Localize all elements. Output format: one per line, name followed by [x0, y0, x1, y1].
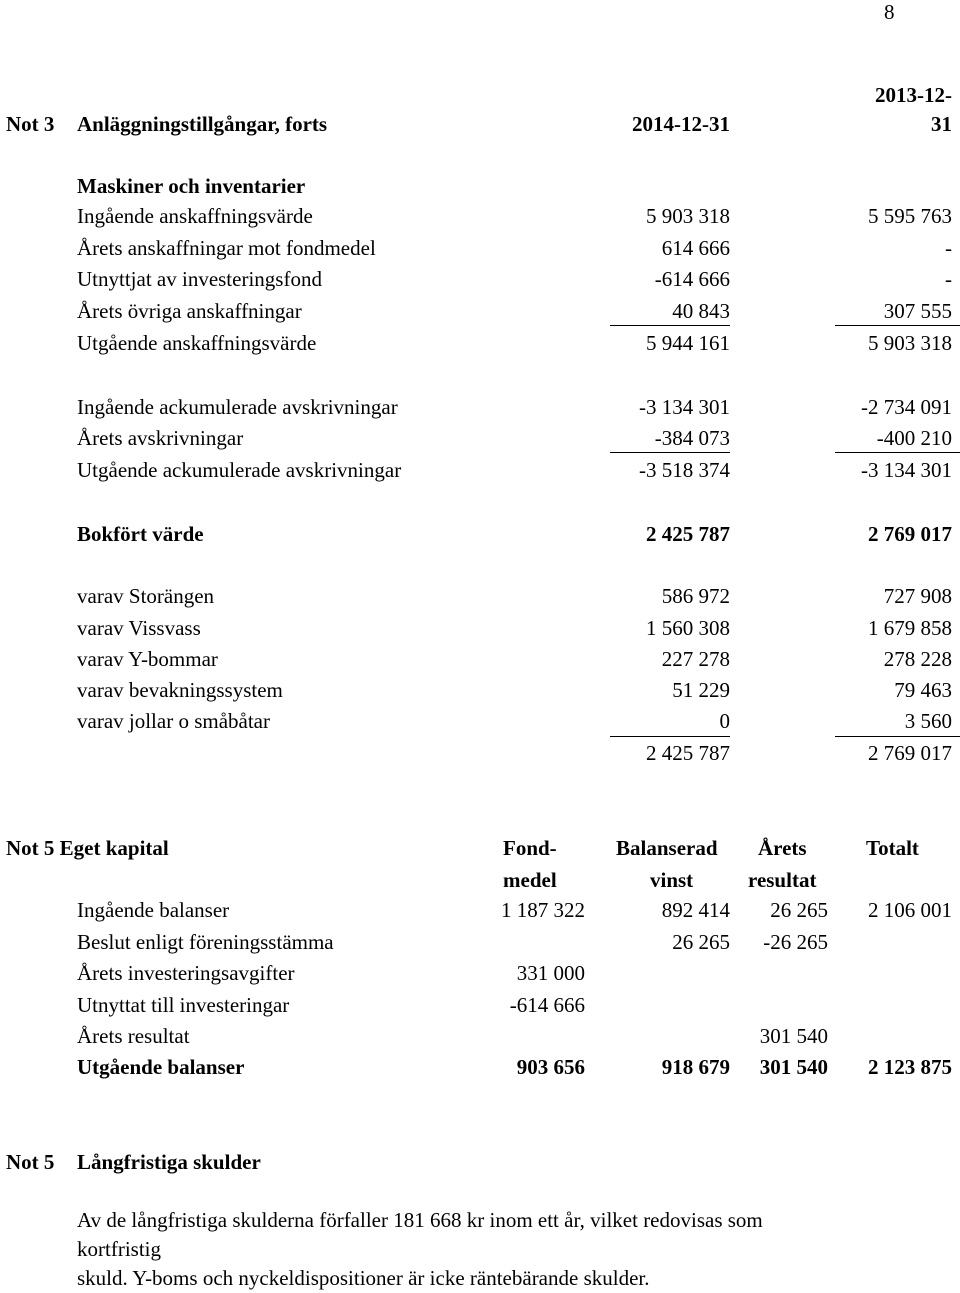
table-row-value-2013: -3 134 301: [861, 458, 952, 482]
table-row-label: varav jollar o småbåtar: [77, 709, 270, 733]
equity-row-label: Ingående balanser: [77, 898, 230, 922]
equity-row-fond: 331 000: [516, 961, 585, 985]
equity-row-arets: -26 265: [763, 930, 828, 954]
table-row-label: Ingående anskaffningsvärde: [77, 204, 313, 228]
equity-row-arets: 26 265: [770, 898, 828, 922]
col1-header: 2014-12-31: [632, 112, 730, 136]
total-value-2013: 2 769 017: [868, 741, 952, 765]
table-row-value-2014: -3 518 374: [639, 458, 730, 482]
table-row-value-2013: 5 595 763: [868, 204, 952, 228]
table-row-label: Årets övriga anskaffningar: [77, 299, 302, 323]
table-row-value-2013: 307 555: [883, 299, 952, 323]
table-row-value-2014: 5 903 318: [646, 204, 730, 228]
table-row-value-2013: 5 903 318: [868, 331, 952, 355]
table-row-label: Utgående ackumulerade avskrivningar: [77, 458, 402, 482]
equity-row-label: Utgående balanser: [77, 1055, 245, 1079]
table-row-label: varav Vissvass: [77, 616, 201, 640]
table-row-value-2014: -614 666: [654, 267, 730, 291]
note5b-title: Långfristiga skulder: [77, 1150, 261, 1174]
note5b-paragraph-line1: Av de långfristiga skulderna förfaller 181 668 kr inom ett år, vilket redovisas som: [77, 1208, 763, 1232]
table-row-value-2014: 51 229: [672, 678, 730, 702]
table-row-label: Ingående ackumulerade avskrivningar: [77, 395, 398, 419]
table-row-value-2013: 3 560: [904, 709, 952, 733]
total-value-2014: 2 425 787: [646, 741, 730, 765]
table-row-label: Årets avskrivningar: [77, 426, 244, 450]
col2-header-line2: 31: [931, 112, 952, 136]
note5b-label: Not 5: [6, 1150, 55, 1174]
section-title: Maskiner och inventarier: [77, 174, 306, 198]
note5b-paragraph-line3: skuld. Y-boms och nyckeldispositioner är icke räntebärande skulder.: [77, 1266, 650, 1290]
table-row-value-2014: 586 972: [661, 584, 730, 608]
table-row-value-2013: 1 679 858: [868, 616, 952, 640]
header-bal-line1: Balanserad: [616, 836, 718, 860]
subtotal-rule: [835, 452, 960, 453]
subtotal-rule: [610, 452, 730, 453]
table-row-value-2014: 40 843: [672, 299, 730, 323]
table-row-value-2013: -2 734 091: [861, 395, 952, 419]
note5b-paragraph-line2: kortfristig: [77, 1237, 161, 1261]
table-row-label: Bokfört värde: [77, 522, 204, 546]
equity-row-arets: 301 540: [759, 1055, 828, 1079]
table-row-value-2014: -384 073: [654, 426, 730, 450]
equity-row-label: Beslut enligt föreningsstämma: [77, 930, 334, 954]
equity-row-totalt: 2 123 875: [868, 1055, 952, 1079]
page-number: 8: [884, 0, 895, 24]
table-row-value-2014: 2 425 787: [646, 522, 730, 546]
table-row-label: Utgående anskaffningsvärde: [77, 331, 317, 355]
equity-row-totalt: 2 106 001: [868, 898, 952, 922]
equity-row-fond: 903 656: [516, 1055, 585, 1079]
table-row-label: varav bevakningssystem: [77, 678, 283, 702]
table-row-value-2014: 5 944 161: [646, 331, 730, 355]
equity-row-label: Årets resultat: [77, 1024, 190, 1048]
header-fond-line2: medel: [503, 868, 557, 892]
note3-label: Not 3: [6, 112, 55, 136]
table-row-value-2014: 0: [719, 709, 730, 733]
table-row-value-2013: -: [945, 267, 952, 291]
table-row-value-2014: 614 666: [661, 236, 730, 260]
table-row-value-2013: 79 463: [894, 678, 952, 702]
col2-header-line1: 2013-12-: [875, 83, 952, 107]
table-row-label: varav Storängen: [77, 584, 215, 608]
note5-title: Not 5 Eget kapital: [6, 836, 169, 860]
table-row-value-2013: -: [945, 236, 952, 260]
table-row-value-2013: -400 210: [876, 426, 952, 450]
table-row-label: Utnyttjat av investeringsfond: [77, 267, 322, 291]
table-row-label: varav Y-bommar: [77, 647, 218, 671]
table-row-value-2013: 2 769 017: [868, 522, 952, 546]
table-row-value-2013: 278 228: [883, 647, 952, 671]
equity-row-arets: 301 540: [759, 1024, 828, 1048]
equity-row-label: Utnyttat till investeringar: [77, 993, 290, 1017]
header-arets-line2: resultat: [748, 868, 817, 892]
subtotal-rule: [610, 325, 730, 326]
table-row-value-2013: 727 908: [883, 584, 952, 608]
equity-row-balanserad: 26 265: [672, 930, 730, 954]
equity-row-fond: -614 666: [509, 993, 585, 1017]
equity-row-label: Årets investeringsavgifter: [77, 961, 295, 985]
subtotal-rule: [835, 325, 960, 326]
table-row-value-2014: 1 560 308: [646, 616, 730, 640]
note3-title: Anläggningstillgångar, forts: [77, 112, 328, 136]
header-fond-line1: Fond-: [503, 836, 557, 860]
total-rule: [835, 736, 960, 737]
table-row-value-2014: -3 134 301: [639, 395, 730, 419]
equity-row-fond: 1 187 322: [501, 898, 585, 922]
header-bal-line2: vinst: [650, 868, 694, 892]
header-arets-line1: Årets: [758, 836, 807, 860]
table-row-label: Årets anskaffningar mot fondmedel: [77, 236, 376, 260]
header-totalt: Totalt: [866, 836, 919, 860]
equity-row-balanserad: 918 679: [661, 1055, 730, 1079]
total-rule: [610, 736, 730, 737]
table-row-value-2014: 227 278: [661, 647, 730, 671]
equity-row-balanserad: 892 414: [661, 898, 730, 922]
